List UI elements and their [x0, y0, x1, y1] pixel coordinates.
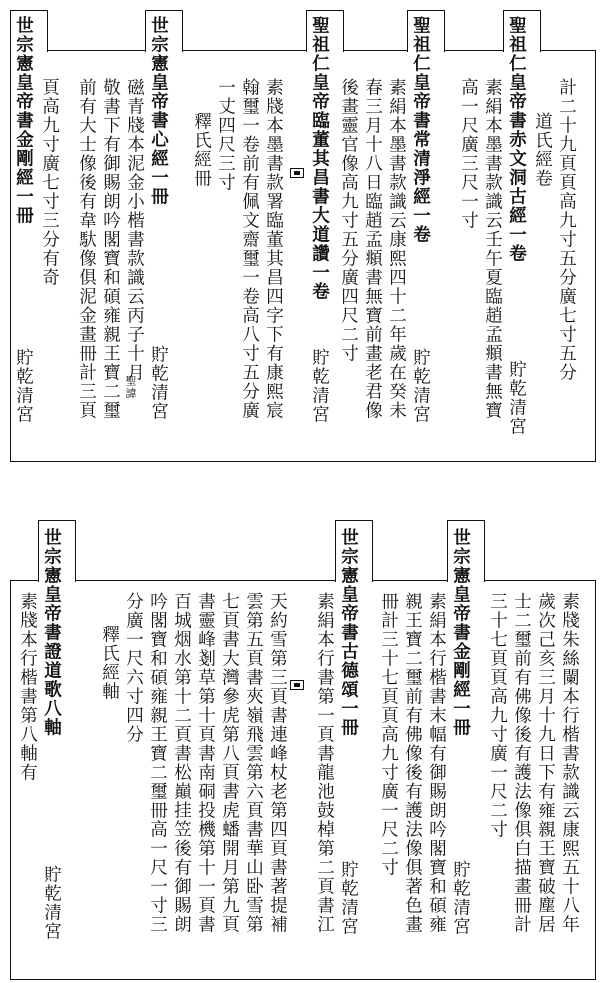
text-column: 釋氏經軸 [99, 625, 120, 701]
text-column: 素絹本行書第一頁書龍池鼓棹第二頁書江 [314, 592, 335, 934]
top-page [0, 0, 602, 470]
text-column: 吟閣寶和碩雍親王寶二璽冊高一尺一寸三 [147, 592, 168, 934]
text-column: 高一尺廣三尺一寸 [458, 78, 479, 230]
text-column: 書靈峰剗草第十頁書南硐投機第十一頁書 [195, 592, 216, 934]
storage-location: 貯乾清宮 [450, 860, 471, 936]
text-column: 歲次己亥三月十九日下有雍親王寶破塵居 [535, 592, 556, 934]
text-column: 七頁書大灣參虎第八頁書虎蟠開月第九頁 [219, 592, 240, 934]
text-column: 天約雪第三頁書連峰杖老第四頁書著提補 [267, 592, 288, 934]
storage-location: 貯乾清宮 [13, 348, 34, 424]
entry-heading: 世宗憲皇帝書金剛經一冊 [450, 528, 471, 737]
text-column: 親王寶二璽前有佛像後有護法像俱著色畫 [402, 592, 423, 934]
storage-location: 貯乾清宮 [309, 348, 330, 424]
text-column: 雲第五頁書夾嶺飛雲第六頁書華山卧雪第 [243, 592, 264, 934]
text-column: 素絹本墨書款識云壬午夏臨趙孟頫書無寶 [482, 78, 503, 420]
entry-heading: 聖祖仁皇帝書赤文洞古經一卷 [506, 16, 527, 263]
text-column: 百城烟水第十二頁書松巔挂笠後有御賜朗 [171, 592, 192, 934]
text-column: 三十七頁頁高九寸廣一尺二寸 [487, 592, 508, 839]
text-column: 素絹本行楷書末幅有御賜朗吟閣寶和碩雍 [426, 592, 447, 934]
text-column: 冊計三十七頁頁高九寸廣一尺二寸 [378, 592, 399, 877]
text-column: 士二璽前有佛像後有護法像俱白描畫冊計 [511, 592, 532, 934]
entry-heading: 世宗憲皇帝書金剛經一冊 [13, 16, 34, 225]
bottom-page-frame [10, 580, 596, 980]
text-column: 翰璽一卷前有佩文齋璽一卷高八寸五分廣 [239, 78, 260, 420]
entry-heading: 世宗憲皇帝書證道歌八軸 [41, 528, 62, 737]
note-text: 聖諱 [124, 375, 137, 400]
text-column: 素牋本行楷書第八軸有 [17, 592, 38, 782]
fold-mark [290, 680, 304, 690]
bottom-page [0, 500, 602, 983]
storage-location: 貯乾清宮 [148, 345, 169, 421]
text-column: 春三月十八日臨趙孟頫書無寶前畫老君像 [362, 78, 383, 420]
text-column: 磁青牋本泥金小楷書款識云丙子十月 [124, 78, 145, 382]
text-column: 頁高九寸廣七寸三分有奇 [39, 78, 60, 287]
entry-heading: 世宗憲皇帝書心經一冊 [148, 16, 169, 206]
text-column: 一丈四尺三寸 [215, 78, 236, 192]
text-column: 後畫靈官像高九寸五分廣四尺二寸 [338, 78, 359, 363]
text-column: 敬書下有御賜朗吟閣寶和碩雍親王寶二璽 [100, 78, 121, 420]
text-column: 計二十九頁頁高九寸五分廣七寸五分 [556, 78, 577, 382]
text-column: 釋氏經冊 [191, 112, 212, 188]
entry-heading: 世宗憲皇帝書古德頌一冊 [338, 528, 359, 737]
fold-mark [290, 168, 304, 178]
text-column: 素牋朱絲闌本行楷書款識云康熙五十八年 [559, 592, 580, 934]
text-column: 道氏經卷 [532, 112, 553, 188]
text-column: 素牋本墨書款署臨董其昌四字下有康熙宸 [263, 78, 284, 420]
entry-heading: 聖祖仁皇帝書常清淨經一卷 [410, 16, 431, 244]
storage-location: 貯乾清宮 [410, 348, 431, 424]
text-column: 前有大士像後有韋馱像俱泥金畫冊計三頁 [76, 78, 97, 420]
storage-location: 貯乾清宮 [506, 360, 527, 436]
text-column: 素絹本墨書款識云康熙四十二年歲在癸未 [386, 78, 407, 420]
storage-location: 貯乾清宮 [338, 860, 359, 936]
storage-location: 貯乾清宮 [41, 865, 62, 941]
entry-heading: 聖祖仁皇帝臨董其昌書大道讚一卷 [309, 16, 330, 301]
text-column: 分廣一尺六寸四分 [123, 592, 144, 744]
